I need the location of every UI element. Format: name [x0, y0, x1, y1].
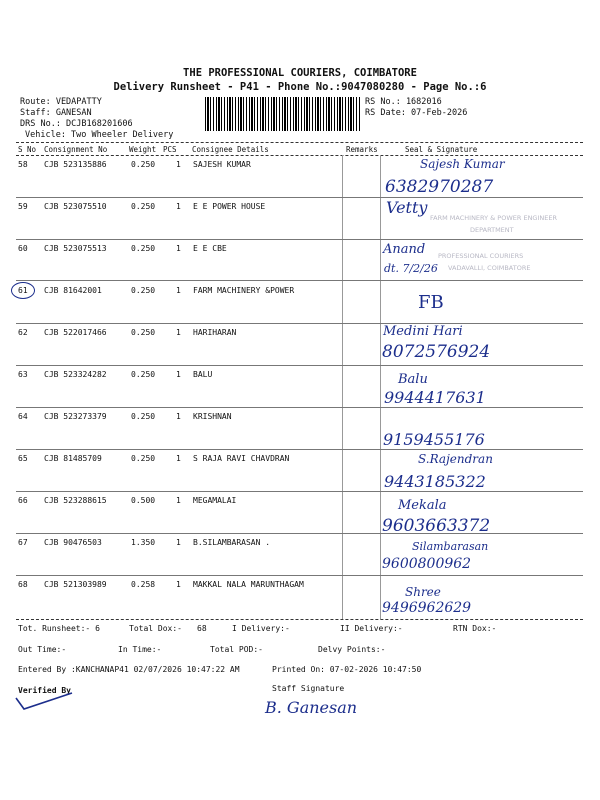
row-weight: 0.250	[131, 202, 156, 211]
row-rule	[16, 491, 583, 492]
row-pcs: 1	[176, 580, 181, 589]
runsheet-subtitle: Delivery Runsheet - P41 - Phone No.:9047080280 - Page No.:6	[113, 81, 487, 93]
row-consignee: BALU	[193, 370, 213, 379]
route-label: Route: VEDAPATTY	[20, 97, 102, 107]
row-sno: 60	[18, 244, 28, 253]
row-weight: 0.250	[131, 160, 156, 169]
staff-label: Staff: GANESAN	[20, 108, 92, 118]
row-rule	[16, 575, 583, 576]
i-delivery: I Delivery:-	[232, 624, 290, 633]
signature-phone: 9443185322	[384, 472, 486, 491]
signature-date: dt. 7/2/26	[384, 262, 438, 275]
signature-phone: 9944417631	[384, 388, 486, 407]
col-weight: Weight	[129, 145, 157, 154]
signature: Mekala	[398, 498, 447, 513]
header-top-rule	[16, 142, 583, 143]
vehicle-label: Vehicle: Two Wheeler Delivery	[25, 130, 174, 140]
drs-label: DRS No.: DCJB168201606	[20, 119, 133, 129]
row-weight: 0.250	[131, 454, 156, 463]
row-pcs: 1	[176, 538, 181, 547]
printed-on: Printed On: 07-02-2026 10:47:50	[272, 665, 422, 674]
row-consignment: CJB 90476503	[44, 538, 102, 547]
signature-phone: 9159455176	[383, 430, 485, 449]
row-weight: 0.500	[131, 496, 156, 505]
row-consignment: CJB 523273379	[44, 412, 107, 421]
row-pcs: 1	[176, 286, 181, 295]
signature-phone: 8072576924	[382, 342, 491, 362]
row-consignment: CJB 81485709	[44, 454, 102, 463]
row-consignee: HARIHARAN	[193, 328, 237, 337]
row-consignee: MEGAMALAI	[193, 496, 237, 505]
row-consignee: E E POWER HOUSE	[193, 202, 266, 211]
row-weight: 0.250	[131, 412, 156, 421]
out-time: Out Time:-	[18, 645, 67, 654]
col-pcs: PCS	[163, 145, 177, 154]
signature: Medini Hari	[383, 324, 463, 339]
remarks-divider	[342, 155, 343, 619]
signature: Anand	[383, 242, 426, 257]
row-consignment: CJB 523288615	[44, 496, 107, 505]
row-rule	[16, 449, 583, 450]
row-consignee: KRISHNAN	[193, 412, 232, 421]
total-dox-value: 68	[197, 624, 207, 633]
row-consignment: CJB 523075513	[44, 244, 107, 253]
row-sno: 67	[18, 538, 28, 547]
row-sno: 64	[18, 412, 28, 421]
rs-number: RS No.: 1682016	[365, 97, 442, 107]
signature-phone: 9603663372	[382, 516, 491, 536]
rtn-dox: RTN Dox:-	[453, 624, 497, 633]
row-rule	[16, 239, 583, 240]
row-rule	[16, 197, 583, 198]
verified-tick-icon	[14, 690, 74, 712]
signature: FB	[418, 292, 444, 313]
stamp-line-2: DEPARTMENT	[470, 226, 514, 234]
stamp-line-4: VADAVALLI, COIMBATORE	[448, 264, 531, 272]
signature: Sajesh Kumar	[420, 157, 505, 171]
row-sno: 61	[18, 286, 28, 295]
row-sno: 68	[18, 580, 28, 589]
stamp-line-1: FARM MACHINERY & POWER ENGINEER	[430, 214, 557, 222]
total-dox-label: Total Dox:-	[129, 624, 182, 633]
signature: Shree	[405, 585, 441, 599]
row-sno: 58	[18, 160, 28, 169]
row-consignment: CJB 81642001	[44, 286, 102, 295]
verified-by: Verified By	[18, 686, 71, 695]
row-weight: 0.258	[131, 580, 156, 589]
row-pcs: 1	[176, 328, 181, 337]
delvy-points: Delvy Points:-	[318, 645, 386, 654]
row-consignee: E E CBE	[193, 244, 227, 253]
col-remarks: Remarks	[346, 145, 378, 154]
row-pcs: 1	[176, 496, 181, 505]
row-pcs: 1	[176, 412, 181, 421]
row-consignment: CJB 523075510	[44, 202, 107, 211]
col-seal-signature: Seal & Signature	[405, 145, 478, 154]
stamp-line-3: PROFESSIONAL COURIERS	[438, 252, 524, 260]
total-pod: Total POD:-	[210, 645, 263, 654]
row-consignee: MAKKAL NALA MARUNTHAGAM	[193, 580, 304, 589]
signature: S.Rajendran	[418, 452, 493, 466]
row-sno: 63	[18, 370, 28, 379]
col-consignee: Consignee Details	[192, 145, 269, 154]
row-sno: 65	[18, 454, 28, 463]
row-weight: 0.250	[131, 370, 156, 379]
in-time: In Time:-	[118, 645, 162, 654]
row-consignee: B.SILAMBARASAN .	[193, 538, 271, 547]
row-rule	[16, 280, 583, 281]
signature: Balu	[398, 372, 428, 387]
col-consignment: Consignment No	[44, 145, 108, 154]
signature-phone: 6382970287	[385, 177, 494, 197]
row-sno: 66	[18, 496, 28, 505]
tot-runsheet: Tot. Runsheet:- 6	[18, 624, 100, 633]
signature-divider	[380, 155, 381, 619]
row-pcs: 1	[176, 454, 181, 463]
row-consignment: CJB 523324282	[44, 370, 107, 379]
header-bottom-rule	[16, 155, 583, 156]
row-rule	[16, 407, 583, 408]
row-pcs: 1	[176, 160, 181, 169]
row-sno: 59	[18, 202, 28, 211]
row-consignee: SAJESH KUMAR	[193, 160, 251, 169]
company-title: THE PROFESSIONAL COURIERS, COIMBATORE	[183, 67, 417, 79]
barcode	[205, 97, 360, 131]
row-consignment: CJB 521303989	[44, 580, 107, 589]
row-rule	[16, 533, 583, 534]
row-consignment: CJB 523135886	[44, 160, 107, 169]
row-weight: 0.250	[131, 328, 156, 337]
row-pcs: 1	[176, 244, 181, 253]
row-consignee: S RAJA RAVI CHAVDRAN	[193, 454, 290, 463]
col-sno: S No	[18, 145, 37, 154]
staff-signature: B. Ganesan	[265, 698, 358, 717]
row-weight: 0.250	[131, 244, 156, 253]
row-consignment: CJB 522017466	[44, 328, 107, 337]
row-consignee: FARM MACHINERY &POWER	[193, 286, 295, 295]
row-pcs: 1	[176, 370, 181, 379]
signature-phone: 9496962629	[382, 600, 472, 616]
staff-signature-label: Staff Signature	[272, 684, 345, 693]
table-bottom-rule	[16, 619, 583, 620]
row-rule	[16, 323, 583, 324]
ii-delivery: II Delivery:-	[340, 624, 403, 633]
signature: Vetty	[386, 198, 428, 217]
row-pcs: 1	[176, 202, 181, 211]
row-sno: 62	[18, 328, 28, 337]
row-rule	[16, 365, 583, 366]
row-weight: 0.250	[131, 286, 156, 295]
signature-phone: 9600800962	[382, 556, 472, 572]
signature: Silambarasan	[412, 540, 489, 553]
entered-by: Entered By :KANCHANAP41 02/07/2026 10:47:22 AM	[18, 665, 240, 674]
rs-date: RS Date: 07-Feb-2026	[365, 108, 468, 118]
row-weight: 1.350	[131, 538, 156, 547]
